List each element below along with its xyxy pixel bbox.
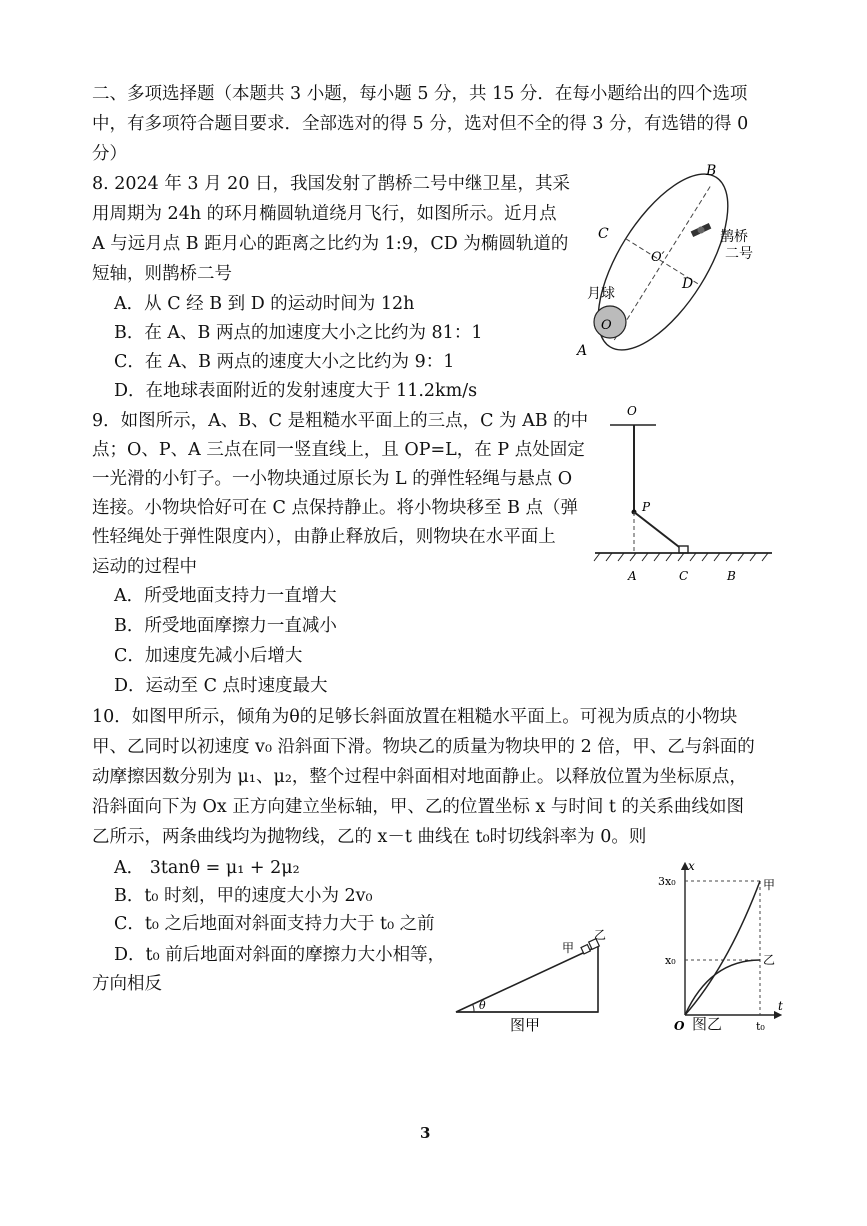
q10-stem-line4: 沿斜面向下为 Ox 正方向建立坐标轴，甲、乙的位置坐标 x 与时间 t 的关系曲线如图 [92,797,744,817]
axis-t-label: t [778,999,783,1013]
q8-option-c: C．在 A、B 两点的速度大小之比约为 9：1 [114,352,455,372]
q9-stem-line1: 9．如图所示，A、B、C 是粗糙水平面上的三点，C 为 AB 的中 [92,411,589,431]
label-o: O [627,404,637,418]
q8-stem-line1: 8. 2024 年 3 月 20 日，我国发射了鹊桥二号中继卫星，其采 [92,174,571,194]
axis-x-label: x [688,859,695,873]
label-yi: 乙 [594,928,607,942]
q8-option-b: B．在 A、B 两点的加速度大小之比约为 81：1 [114,323,483,343]
label-p: P [642,500,651,514]
q10-option-c: C．t₀ 之后地面对斜面支持力大于 t₀ 之前 [114,914,435,934]
q10-option-b: B．t₀ 时刻，甲的速度大小为 2v₀ [114,886,373,906]
tick-x0: x₀ [665,954,676,967]
q10-fig-xt-graph [650,856,790,1036]
ground-hatch [594,553,768,561]
q8-orbit-figure [565,158,765,358]
section-heading-line3: 分） [92,144,127,164]
label-o: O [601,318,612,333]
label-o-prime: O′ [651,250,665,265]
label-theta: θ [479,999,486,1012]
q9-figure [590,400,780,585]
rope-pc [634,512,683,550]
label-sat1: 鹊桥 [720,229,748,245]
q10-stem-line1: 10．如图甲所示，倾角为θ的足够长斜面放置在粗糙水平面上。可视为质点的小物块 [92,707,738,727]
q10-stem-line5: 乙所示，两条曲线均为抛物线，乙的 x－t 曲线在 t₀时切线斜率为 0。则 [92,827,647,847]
label-a: A [628,569,637,583]
q8-stem-line4: 短轴，则鹊桥二号 [92,264,232,284]
satellite-icon [690,223,711,238]
q9-stem-line2: 点；O、P、A 三点在同一竖直线上，且 OP=L，在 P 点处固定 [92,440,585,460]
q9-option-b: B．所受地面摩擦力一直减小 [114,616,337,636]
section-heading-line2: 中，有多项符合题目要求．全部选对的得 5 分，选对但不全的得 3 分，有选错的得 0 [92,114,749,134]
curve-yi [685,960,760,1015]
q9-stem-line4: 连接。小物块恰好可在 C 点保持静止。将小物块移至 B 点（弹 [92,498,578,518]
q8-stem-line3: A 与远月点 B 距月心的距离之比约为 1:9，CD 为椭圆轨道的 [92,234,569,254]
block [679,546,688,553]
label-b: B [706,163,717,179]
label-c: C [679,569,689,583]
label-jia: 甲 [562,941,575,955]
q10-fig-incline [452,926,627,1038]
origin-label: O [674,1019,685,1033]
q8-option-d: D．在地球表面附近的发射速度大于 11.2km/s [114,381,478,401]
q10-option-d-cont: 方向相反 [92,974,162,994]
q9-option-d: D．运动至 C 点时速度最大 [114,676,328,696]
q10-option-d: D．t₀ 前后地面对斜面的摩擦力大小相等， [114,945,446,965]
q8-option-a: A．从 C 经 B 到 D 的运动时间为 12h [114,294,415,314]
label-d: D [682,276,694,292]
tick-3x0: 3x₀ [658,875,676,888]
q9-option-a: A．所受地面支持力一直增大 [114,586,337,606]
q9-option-c: C．加速度先减小后增大 [114,646,303,666]
label-a: A [577,343,588,358]
q10-stem-line2: 甲、乙同时以初速度 v₀ 沿斜面下滑。物块乙的质量为物块甲的 2 倍，甲、乙与斜面的 [92,737,755,757]
label-c: C [598,226,609,242]
label-curve-jia: 甲 [763,878,776,892]
label-curve-yi: 乙 [763,953,776,967]
label-b: B [727,569,736,583]
caption-jia: 图甲 [510,1016,541,1034]
q10-option-a: A． 3tanθ = μ₁ + 2μ₂ [114,858,300,878]
section-heading-line1: 二、多项选择题（本题共 3 小题，每小题 5 分，共 15 分．在每小题给出的四个选项 [92,84,748,104]
q8-stem-line2: 用周期为 24h 的环月椭圆轨道绕月飞行，如图所示。近月点 [92,204,557,224]
q9-stem-line5: 性轻绳处于弹性限度内），由静止释放后，则物块在水平面上 [92,527,556,547]
q10-stem-line3: 动摩擦因数分别为 μ₁、μ₂，整个过程中斜面相对地面静止。以释放位置为坐标原点， [92,767,747,787]
tick-t0: t₀ [756,1020,765,1033]
incline-triangle [456,946,598,1012]
label-sat2: 二号 [725,246,753,262]
caption-yi: 图乙 [692,1015,723,1033]
page-number: 3 [420,1124,431,1142]
label-moon: 月球 [587,286,615,302]
q9-stem-line6: 运动的过程中 [92,557,197,577]
q9-stem-line3: 一光滑的小钉子。一小物块通过原长为 L 的弹性轻绳与悬点 O [92,469,573,489]
